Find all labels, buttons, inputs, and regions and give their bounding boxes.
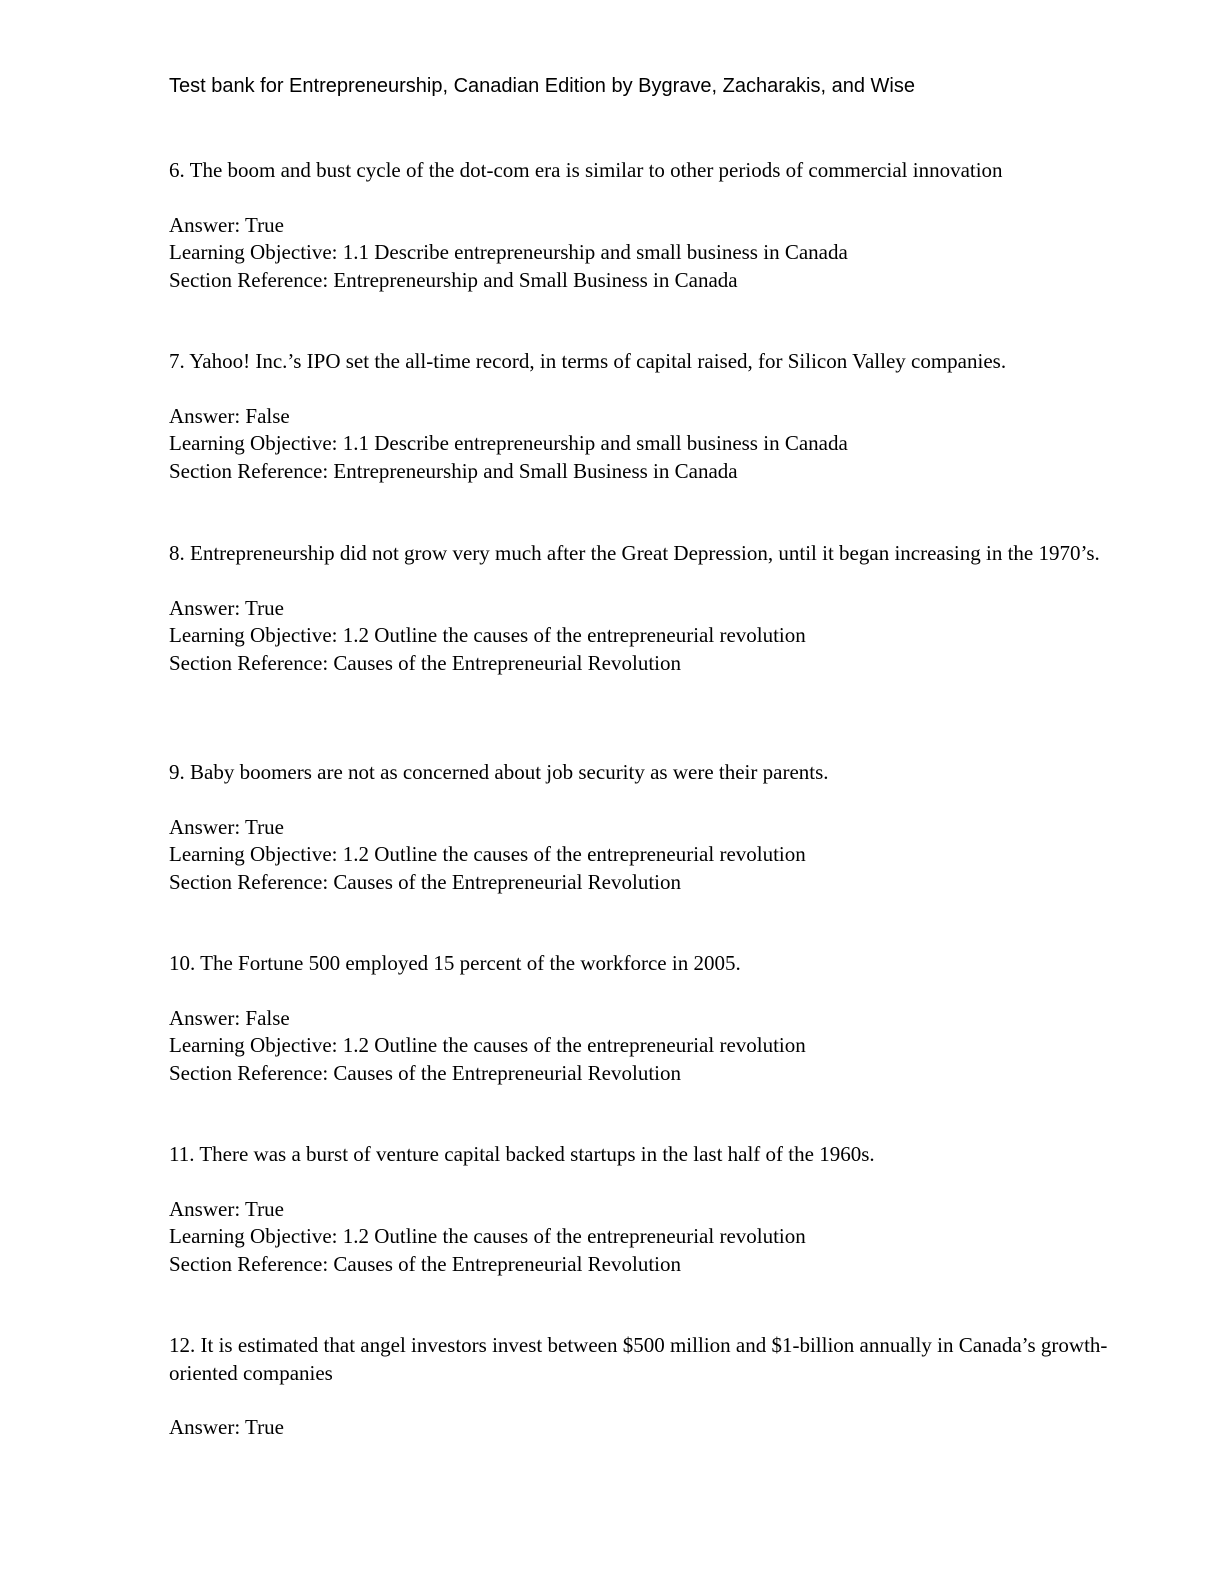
question-text: 8. Entrepreneurship did not grow very much after the Great Depression, until it began increasing in the 1970’s. [169, 541, 1100, 565]
section-reference: Section Reference: Entrepreneurship and Small Business in Canada [169, 458, 738, 483]
section-reference: Section Reference: Causes of the Entrepreneurial Revolution [169, 650, 681, 675]
question-meta [169, 1196, 1144, 1279]
question-7 [169, 348, 1144, 485]
question-6 [169, 157, 1144, 294]
question-8 [169, 540, 1144, 677]
answer: Answer: True [169, 595, 284, 620]
question-text: 12. It is estimated that angel investors invest between $500 million and $1-billion annually in Canada’s growth-oriented companies [169, 1333, 1108, 1385]
question-meta [169, 595, 1144, 678]
question-text: 6. The boom and bust cycle of the dot-com era is similar to other periods of commercial innovation [169, 158, 1003, 182]
section-reference: Section Reference: Entrepreneurship and Small Business in Canada [169, 267, 738, 292]
learning-objective: Learning Objective: 1.1 Describe entrepreneurship and small business in Canada [169, 240, 848, 264]
learning-objective: Learning Objective: 1.2 Outline the causes of the entrepreneurial revolution [169, 842, 806, 866]
question-meta [169, 1414, 1144, 1442]
answer: Answer: True [169, 212, 284, 237]
question-text: 7. Yahoo! Inc.’s IPO set the all-time record, in terms of capital raised, for Silicon Valley companies. [169, 349, 1007, 373]
question-11 [169, 1141, 1144, 1278]
question-meta [169, 1005, 1144, 1088]
question-text: 9. Baby boomers are not as concerned about job security as were their parents. [169, 760, 829, 784]
answer: Answer: False [169, 1005, 290, 1030]
learning-objective: Learning Objective: 1.1 Describe entrepreneurship and small business in Canada [169, 431, 848, 455]
question-text: 10. The Fortune 500 employed 15 percent of the workforce in 2005. [169, 951, 741, 975]
question-12 [169, 1332, 1144, 1442]
section-reference: Section Reference: Causes of the Entrepreneurial Revolution [169, 1060, 681, 1085]
question-meta [169, 212, 1144, 295]
section-reference: Section Reference: Causes of the Entrepreneurial Revolution [169, 1251, 681, 1276]
answer: Answer: True [169, 1415, 284, 1439]
question-meta [169, 403, 1144, 486]
answer: Answer: False [169, 403, 290, 428]
answer: Answer: True [169, 1196, 284, 1221]
page-header: Test bank for Entrepreneurship, Canadian Edition by Bygrave, Zacharakis, and Wise [169, 75, 915, 97]
answer: Answer: True [169, 814, 284, 839]
question-9 [169, 759, 1144, 896]
question-text: 11. There was a burst of venture capital backed startups in the last half of the 1960s. [169, 1142, 875, 1166]
section-reference: Section Reference: Causes of the Entrepreneurial Revolution [169, 869, 681, 894]
question-10 [169, 950, 1144, 1087]
question-meta [169, 814, 1144, 897]
learning-objective: Learning Objective: 1.2 Outline the causes of the entrepreneurial revolution [169, 1033, 806, 1057]
learning-objective: Learning Objective: 1.2 Outline the causes of the entrepreneurial revolution [169, 1224, 806, 1248]
learning-objective: Learning Objective: 1.2 Outline the causes of the entrepreneurial revolution [169, 623, 806, 647]
